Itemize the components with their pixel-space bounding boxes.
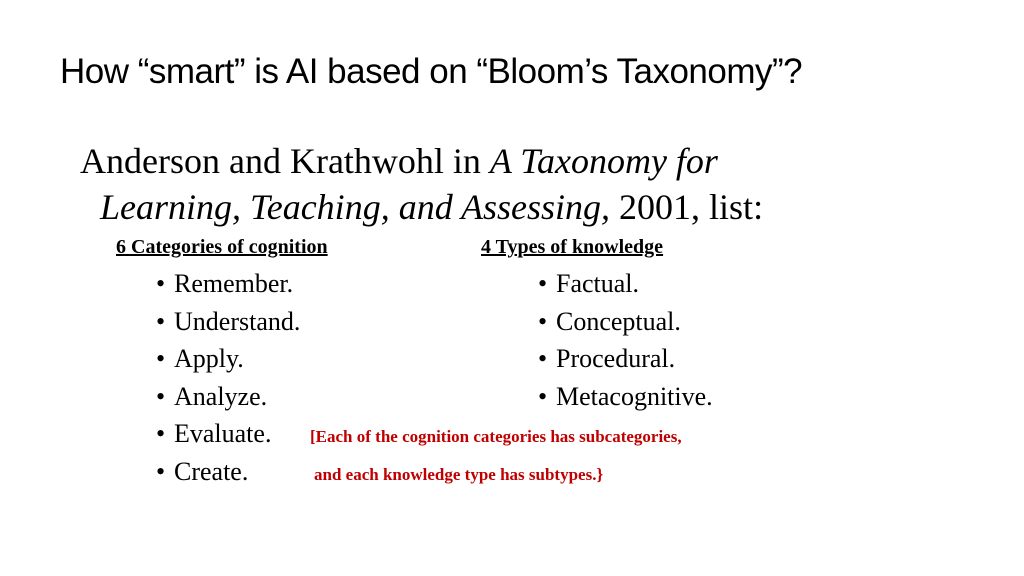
list-item <box>538 265 713 303</box>
bullet-icon: • <box>538 269 548 298</box>
bullet-icon: • <box>538 344 548 374</box>
bullet-icon: • <box>538 381 548 411</box>
bullet-icon: • <box>156 381 166 411</box>
intro-year: 2001, list: <box>610 187 764 227</box>
list-item <box>538 303 713 341</box>
bullet-icon: • <box>156 456 166 486</box>
intro-text <box>80 138 980 230</box>
list-item <box>156 265 300 303</box>
cognition-item: Analyze. <box>174 381 268 411</box>
list-item <box>156 378 300 416</box>
cognition-item: Evaluate. <box>174 419 272 449</box>
book-title-part1: A Taxonomy for <box>489 141 718 181</box>
cognition-item: Understand. <box>174 306 301 336</box>
intro-authors: Anderson and Krathwohl in <box>80 141 490 181</box>
bullet-icon: • <box>156 419 166 449</box>
note-line-1: [Each of the cognition categories has subcategories, <box>310 427 682 446</box>
list-item <box>156 415 300 453</box>
list-item <box>156 303 300 341</box>
cognition-list <box>156 265 300 491</box>
bullet-icon: • <box>538 306 548 336</box>
list-item <box>538 340 713 378</box>
bullet-icon: • <box>156 306 166 336</box>
cognition-item: Create. <box>174 456 249 486</box>
list-item <box>538 378 713 416</box>
slide-title: How “smart” is AI based on “Bloom’s Taxonomy”? <box>60 52 803 91</box>
knowledge-item: Conceptual. <box>556 306 681 336</box>
intro-line2 <box>80 184 980 230</box>
knowledge-heading: 4 Types of knowledge <box>481 236 664 258</box>
bullet-icon: • <box>156 269 166 298</box>
book-title-part2: Learning, Teaching, and Assessing, <box>100 187 611 227</box>
cognition-item: Apply. <box>174 344 244 374</box>
note-line-2: and each knowledge type has subtypes.} <box>314 465 604 484</box>
knowledge-item: Metacognitive. <box>556 381 713 411</box>
knowledge-item: Procedural. <box>556 344 676 374</box>
list-item <box>156 340 300 378</box>
bullet-icon: • <box>156 344 166 374</box>
knowledge-list <box>538 265 713 415</box>
list-item <box>156 453 300 491</box>
cognition-heading: 6 Categories of cognition <box>116 236 328 258</box>
cognition-item: Remember. <box>174 269 294 298</box>
knowledge-item: Factual. <box>556 269 640 298</box>
